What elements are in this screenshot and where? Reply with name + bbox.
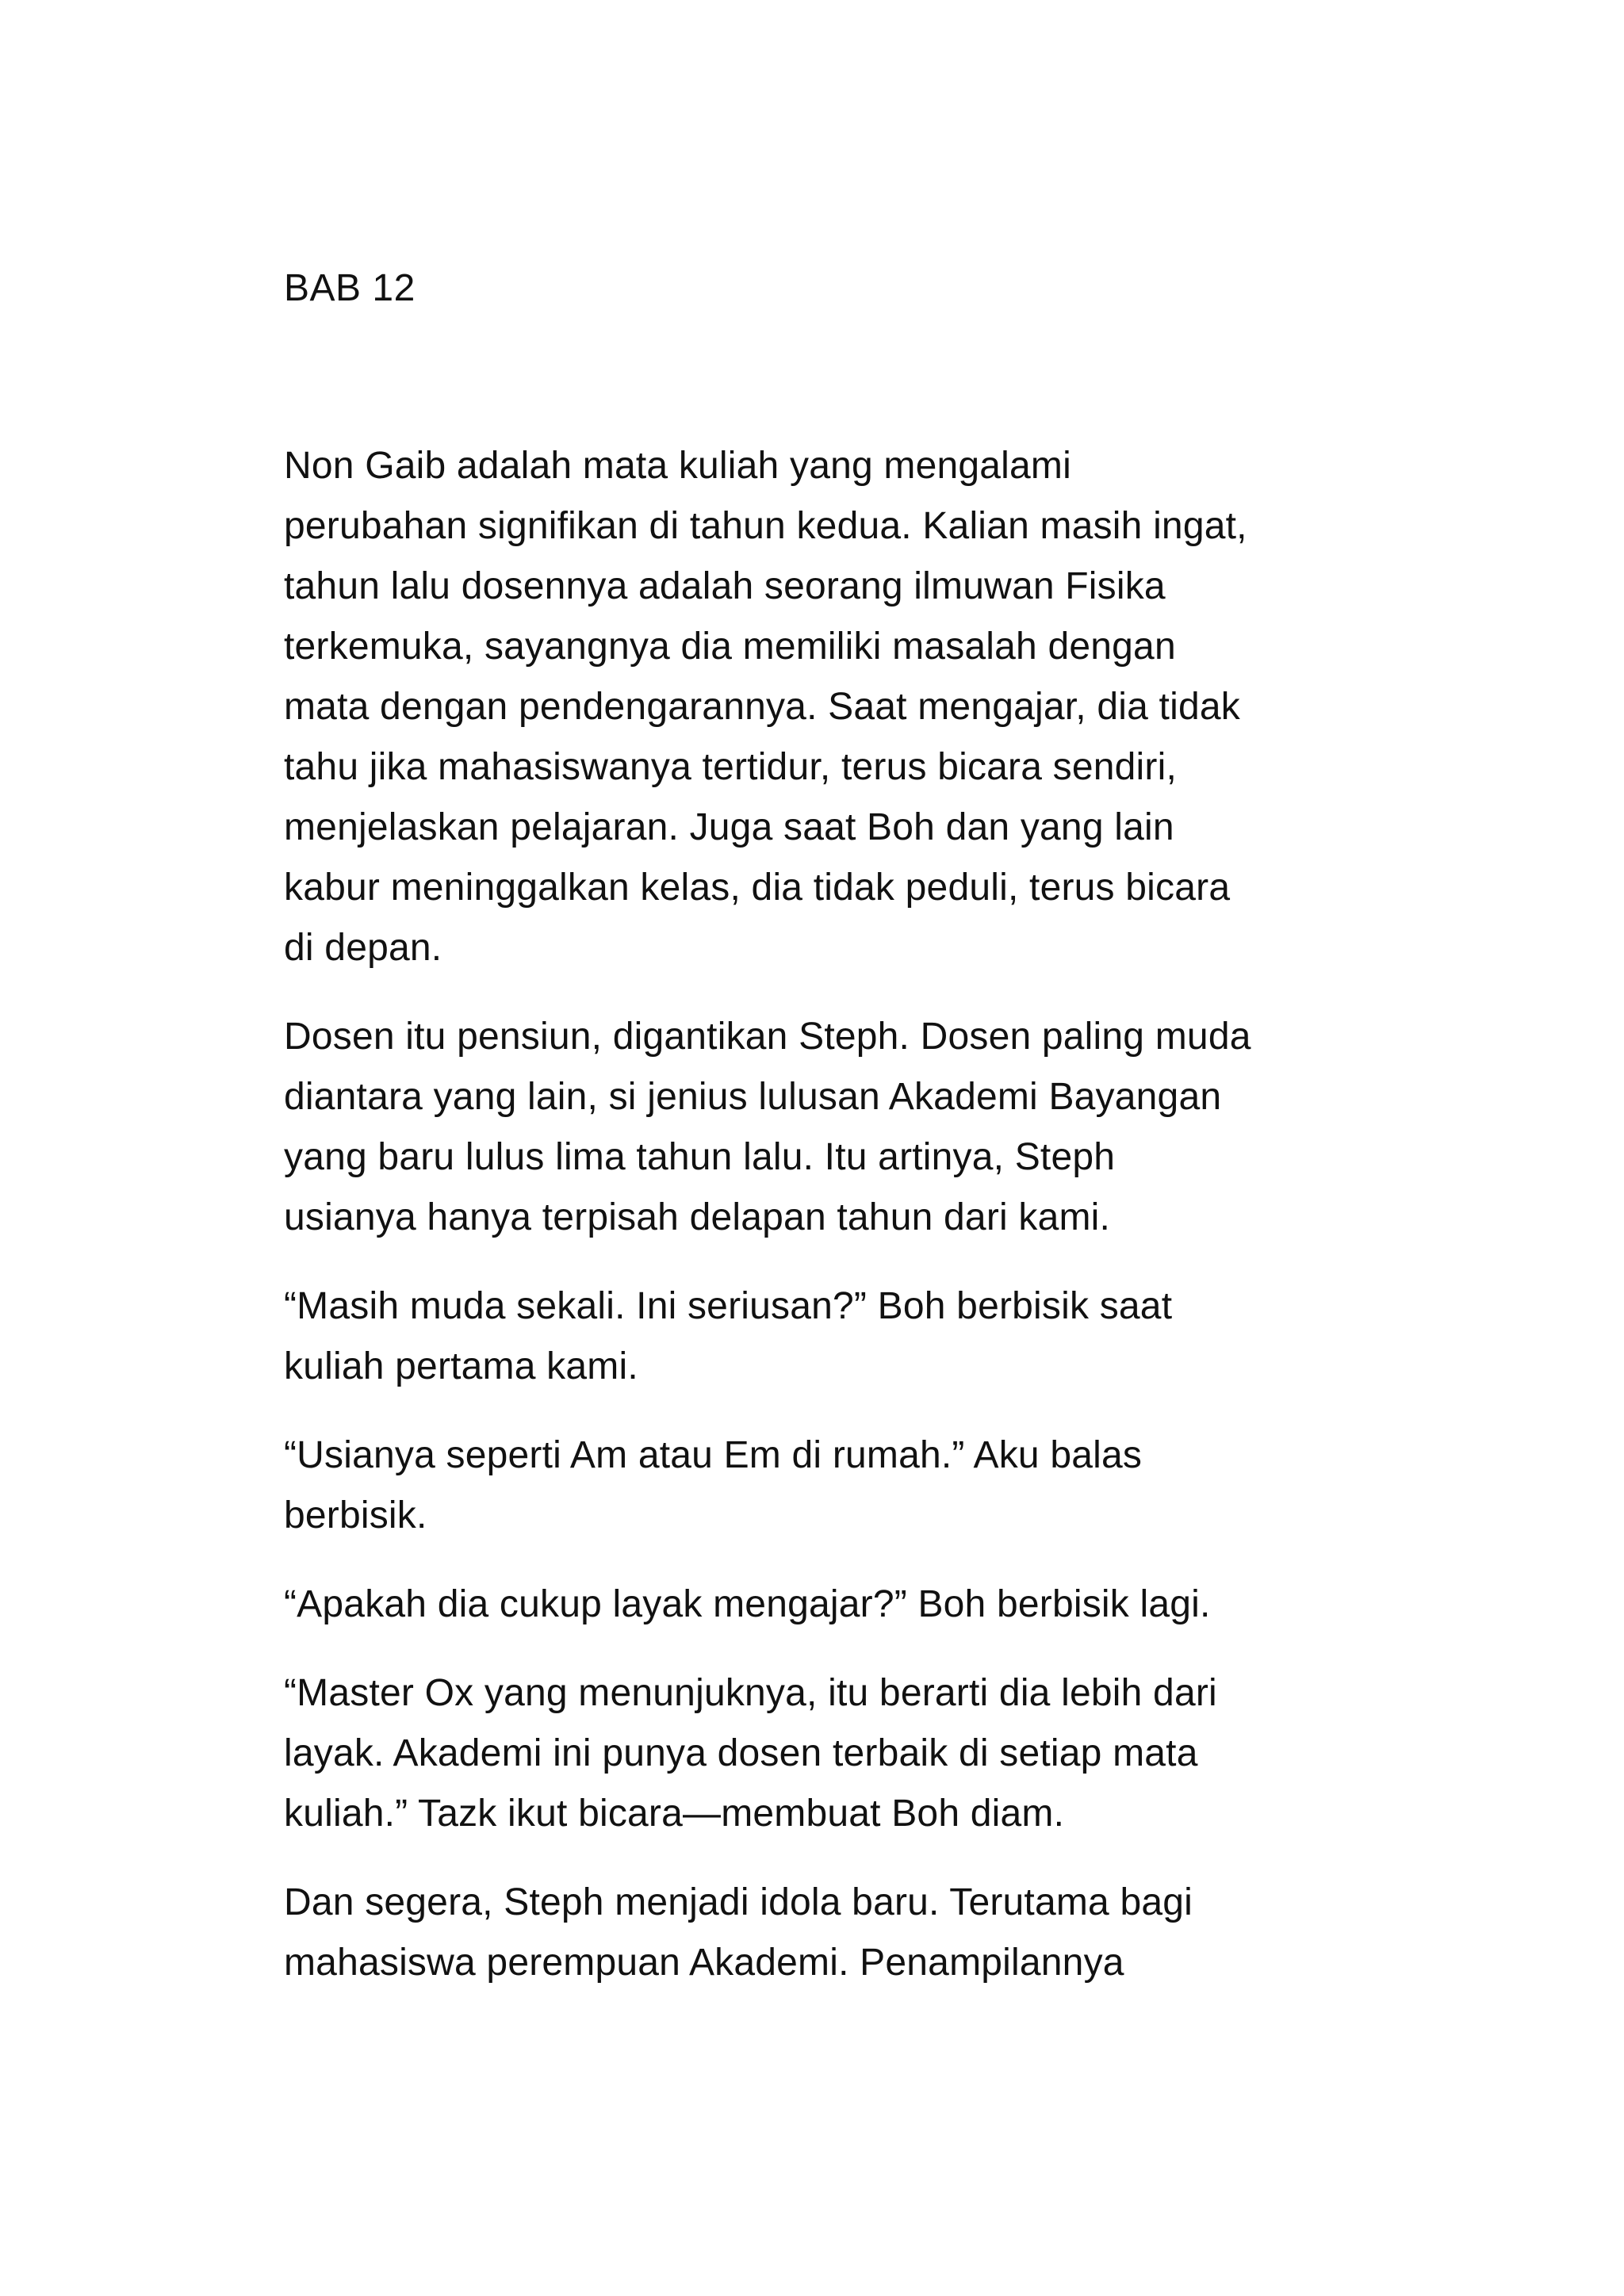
- text-line: kabur meninggalkan kelas, dia tidak peduli, terus bicara: [284, 867, 1231, 909]
- text-line: “Masih muda sekali. Ini seriusan?” Boh berbisik saat: [284, 1285, 1173, 1327]
- text-line: berbisik.: [284, 1494, 427, 1536]
- text-line: yang baru lulus lima tahun lalu. Itu artinya, Steph: [284, 1136, 1116, 1178]
- text-line: di depan.: [284, 927, 442, 969]
- text-line: tahu jika mahasiswanya tertidur, terus bicara sendiri,: [284, 746, 1178, 788]
- text-line: terkemuka, sayangnya dia memiliki masalah dengan: [284, 626, 1176, 668]
- paragraph-1: [284, 436, 1362, 978]
- text-line: usianya hanya terpisah delapan tahun dari kami.: [284, 1196, 1111, 1238]
- text-line: Non Gaib adalah mata kuliah yang mengalami: [284, 445, 1071, 487]
- text-line: kuliah.” Tazk ikut bicara—membuat Boh diam.: [284, 1793, 1065, 1835]
- chapter-title: BAB 12: [284, 267, 416, 309]
- paragraph-6: [284, 1663, 1362, 1844]
- paragraph-5: [284, 1575, 1362, 1635]
- text-line: Dan segera, Steph menjadi idola baru. Terutama bagi: [284, 1881, 1193, 1923]
- text-line: kuliah pertama kami.: [284, 1345, 638, 1387]
- text-line: “Master Ox yang menunjuknya, itu berarti dia lebih dari: [284, 1672, 1217, 1714]
- text-line: diantara yang lain, si jenius lulusan Akademi Bayangan: [284, 1076, 1222, 1118]
- paragraph-3: [284, 1276, 1362, 1397]
- text-line: mahasiswa perempuan Akademi. Penampilannya: [284, 1942, 1124, 1984]
- paragraph-2: [284, 1007, 1362, 1248]
- text-line: “Usianya seperti Am atau Em di rumah.” Aku balas: [284, 1434, 1143, 1476]
- paragraph-4: [284, 1425, 1362, 1546]
- text-line: menjelaskan pelajaran. Juga saat Boh dan yang lain: [284, 806, 1174, 848]
- text-line: tahun lalu dosennya adalah seorang ilmuwan Fisika: [284, 565, 1166, 607]
- text-line: mata dengan pendengarannya. Saat mengajar, dia tidak: [284, 686, 1240, 728]
- paragraph-7: [284, 1873, 1362, 1993]
- text-line: “Apakah dia cukup layak mengajar?” Boh berbisik lagi.: [284, 1583, 1211, 1625]
- text-line: Dosen itu pensiun, digantikan Steph. Dosen paling muda: [284, 1016, 1251, 1058]
- chapter-body: [284, 436, 1362, 2022]
- text-line: layak. Akademi ini punya dosen terbaik di setiap mata: [284, 1732, 1198, 1774]
- text-line: perubahan signifikan di tahun kedua. Kalian masih ingat,: [284, 505, 1247, 547]
